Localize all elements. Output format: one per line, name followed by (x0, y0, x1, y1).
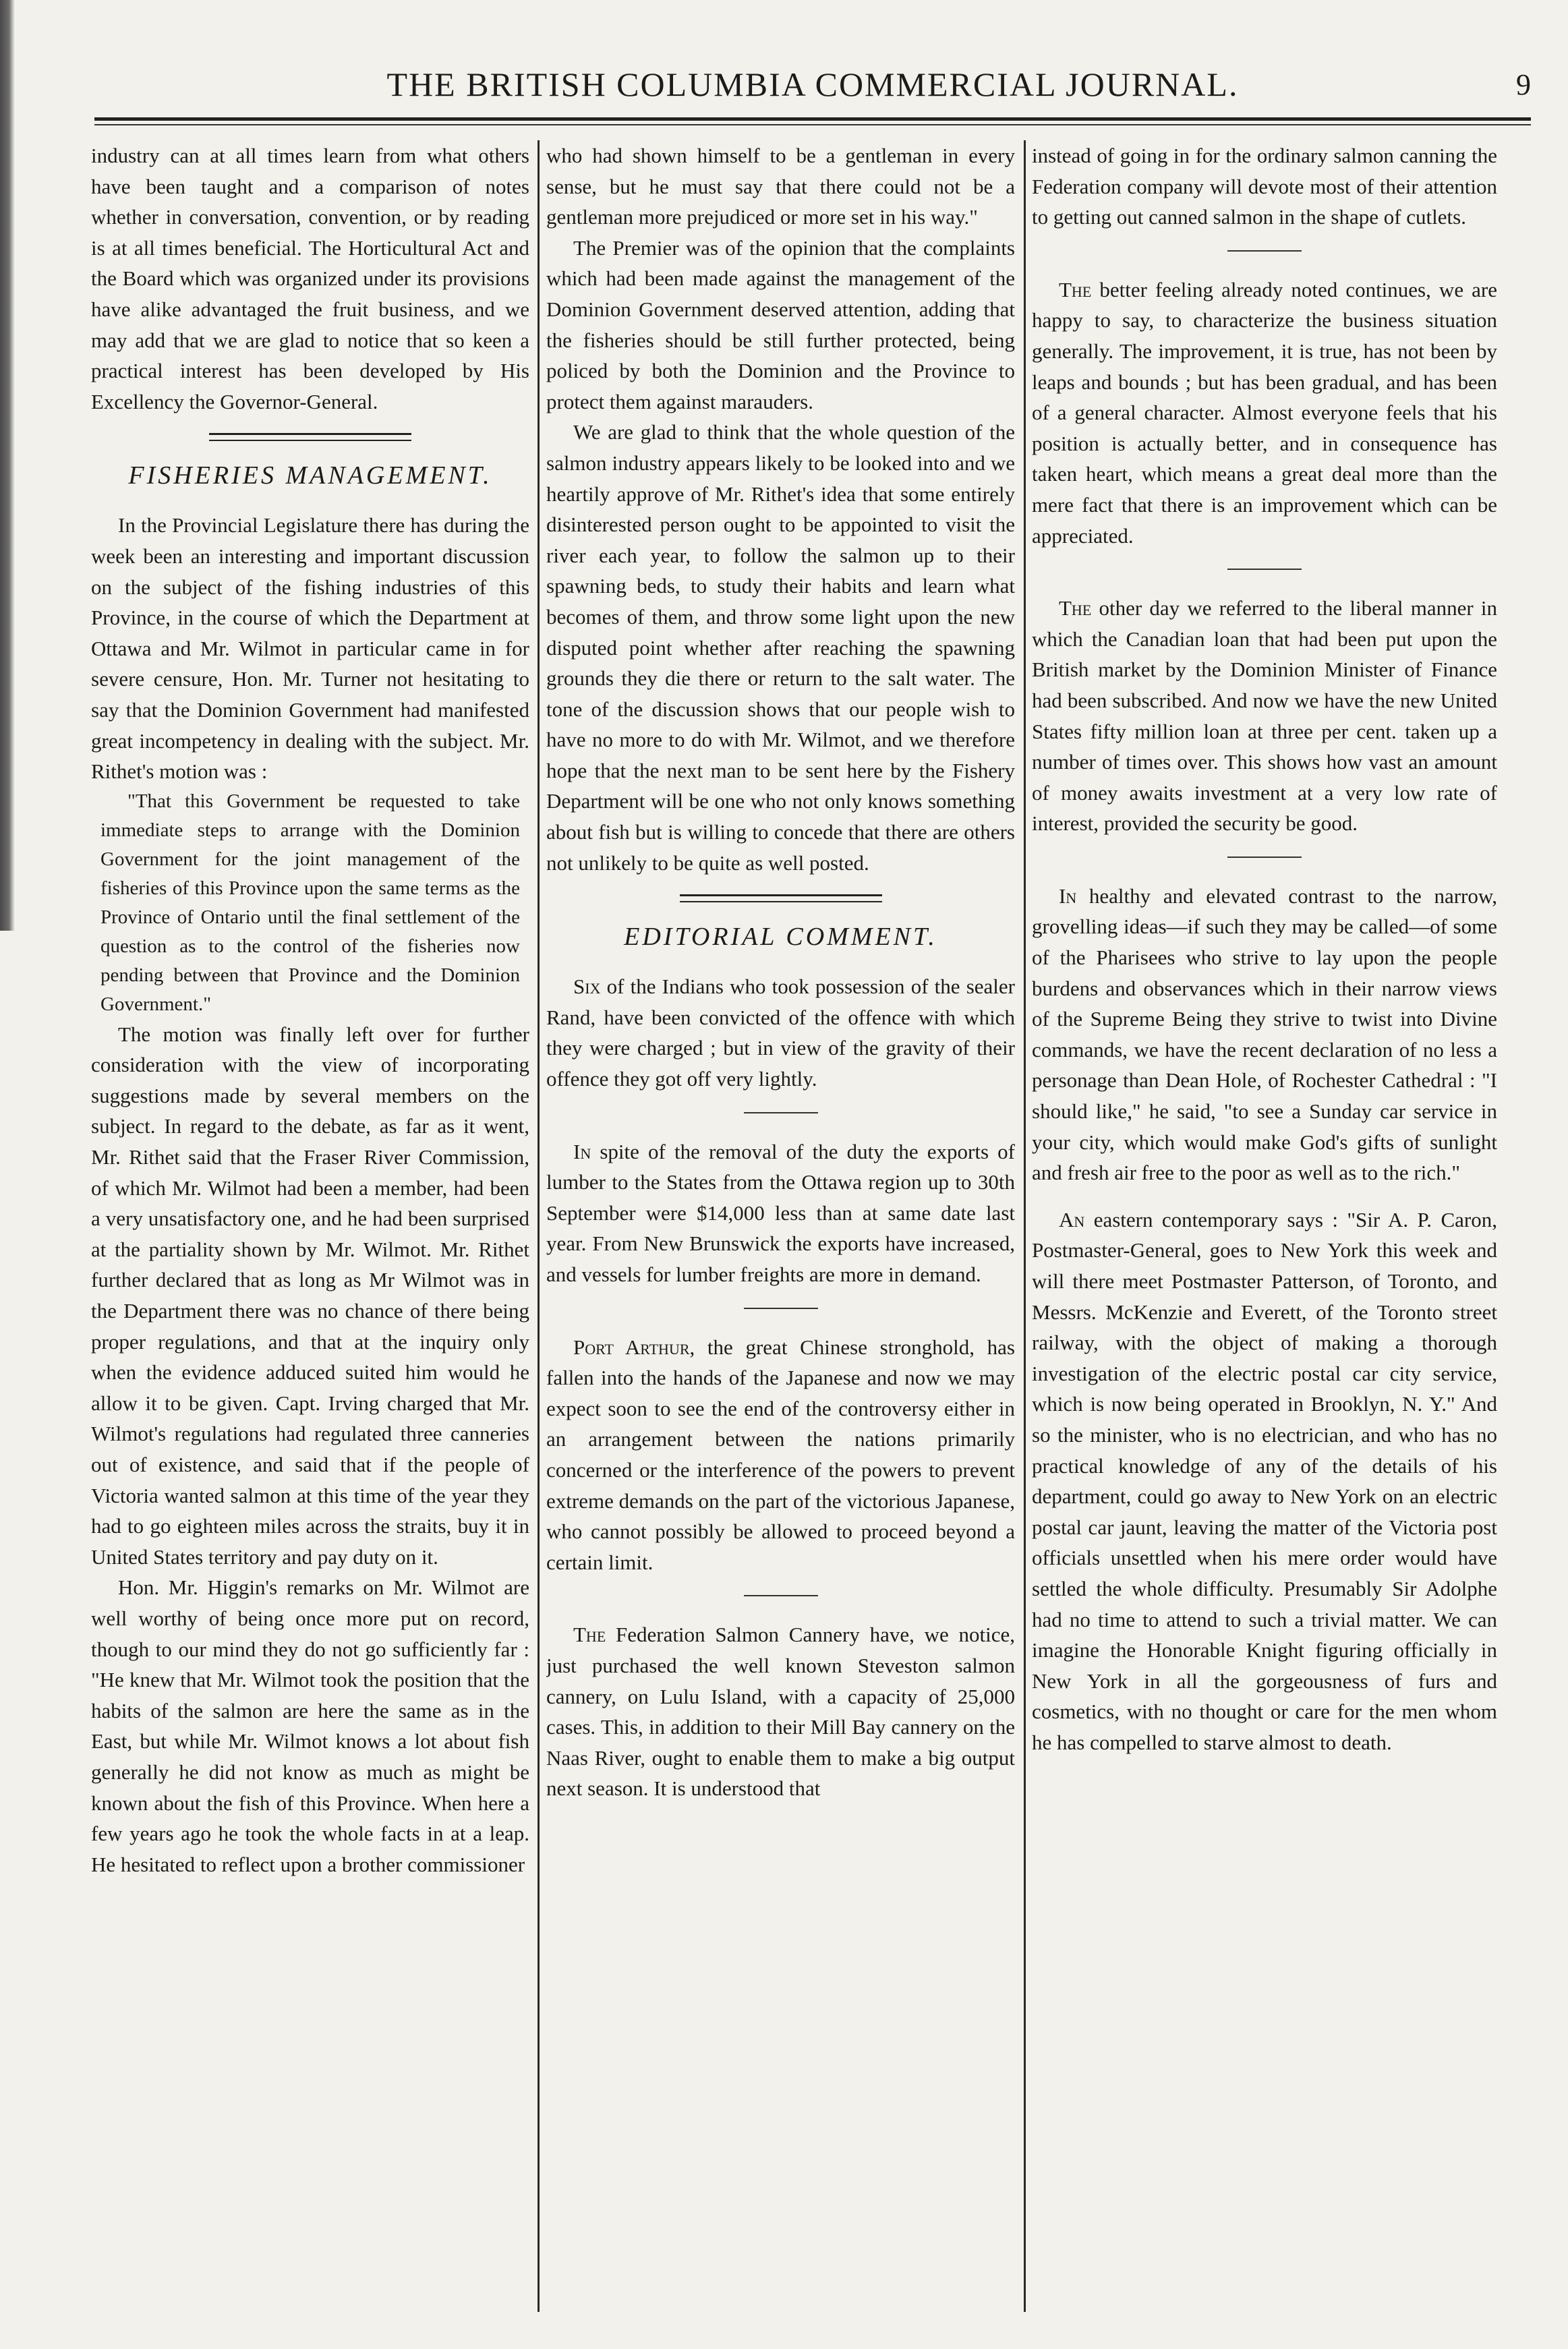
item-text: other day we referred to the liberal manner in which the Canadian loan that had been put upon the British market by the Dominion Minister of Finance had been subscribed. And now we have the new United States fifty million loan at three per cent. taken up a number of times over. This shows how vast an amount of money awaits investment at a very low rate of interest, provided the security be good. (1032, 596, 1497, 836)
lead-word: Port Arthur, (573, 1335, 695, 1359)
lead-word: The (573, 1623, 606, 1647)
item-text: spite of the removal of the duty the exports of lumber to the States from the Ottawa region up to 30th September were $14,000 less than at same date last year. From New Brunswick the exports have increased, and vessels for lumber freights are more in demand. (546, 1139, 1015, 1286)
item-gap (1032, 1188, 1497, 1205)
item-separator (1227, 569, 1302, 570)
lead-word: An (1059, 1207, 1085, 1231)
item-text: the great Chinese stronghold, has fallen into the hands of the Japanese and now we may expect soon to see the end of the controversy either in an arrangement between the nations primarily concerned or the interference of the powers to prevent extreme demands on the part of the victorious Japanese, who cannot possibly be allowed to proceed beyond a certain limit. (546, 1335, 1015, 1574)
page-number: 9 (1516, 68, 1531, 101)
binding-edge-mark (0, 0, 15, 931)
article-paragraph: The motion was finally left over for further consideration with the view of incorporating suggestions made by several members on the subject. In regard to the debate, as far as it went, Mr. Rithet said that the Fraser River Commission, of which Mr. Wilmot had been a member, had been a very unsatisfactory one, and he had been surprised at the partiality shown by Mr. Wilmot. Mr. Rithet further declared that as long as Mr Wilmot was in the Department there was no chance of there being proper regulations, and that at the inquiry only when the evidence adduced suited him would he allow it to be given. Capt. Irving charged that Mr. Wilmot's regulations had regulated three canneries out of existence, and said that if the people of Victoria wanted salmon at this time of the year they had to go eighteen miles across the straits, buy it in United States territory and pay duty on it. (91, 1022, 529, 1569)
item-separator (744, 1112, 818, 1113)
article-paragraph: In the Provincial Legislature there has during the week been an interesting and important discussion on the subject of the fishing industries of this Province, in the course of which the Department at Ottawa and Mr. Wilmot in particular came in for severe censure, Hon. Mr. Turner not hesitating to say that the Dominion Government had manifested great incompetency in dealing with the subject. Mr. Rithet's motion was : (91, 513, 529, 784)
editorial-item (546, 971, 1015, 1094)
editorial-item (1032, 881, 1497, 1188)
item-separator (744, 1308, 818, 1309)
item-separator (744, 1595, 818, 1596)
column-2 (546, 140, 1015, 2312)
section-divider (209, 433, 411, 441)
item-text: eastern contemporary says : "Sir A. P. Caron, Postmaster-General, goes to New York this week and will there meet Postmaster Patterson, of Toronto, and Messrs. McKenzie and Everett, of the Toronto street railway, with the object of making a thorough investigation of the electric postal car city service, which is now being operated in Brooklyn, N. Y." And so the minister, who is no electrician, and who has no practical knowledge of any of the details of his department, could go away to New York on an electric postal car jaunt, leaving the matter of the Victoria post officials unsettled when his mere order would have settled the whole difficulty. Presumably Sir Adolphe had no time to attend to such a trivial matter. We can imagine the Honorable Knight figuring officially in New York in all the gorgeousness of furs and cosmetics, with no thought or care for the men whom he has compelled to starve almost to death. (1032, 1207, 1497, 1754)
section-heading-fisheries: FISHERIES MANAGEMENT. (128, 461, 492, 490)
editorial-item (1032, 274, 1497, 551)
lead-word: In (573, 1139, 591, 1163)
column-1 (91, 140, 529, 2312)
item-separator (1227, 857, 1302, 858)
column-divider (538, 140, 540, 2312)
masthead-title: THE BRITISH COLUMBIA COMMERCIAL JOURNAL. (386, 65, 1239, 103)
editorial-item (546, 1332, 1015, 1578)
article-paragraph: industry can at all times learn from what others have been taught and a comparison of notes whether in conversation, convention, or by reading is at all times beneficial. The Horticultural Act and the Board which was organized under its provisions have alike advantaged the fruit business, and we may add that we are glad to notice that so keen a practical interest has been developed by His Excellency the Governor-General. (91, 144, 529, 413)
article-paragraph: We are glad to think that the whole question of the salmon industry appears likely to be looked into and we heartily approve of Mr. Rithet's idea that some entirely disinterested person ought to be appointed to visit the river each year, to follow the salmon up to their spawning beds, to study their habits and learn what becomes of them, and throw some light upon the new disputed point whether after reaching the spawning grounds they die there or return to the salt water. The tone of the discussion shows that our people wish to have no more to do with Mr. Wilmot, and we therefore hope that the next man to be sent here by the Fishery Department will be one who not only knows something about fish but is willing to concede that there are others not unlikely to be quite as well posted. (546, 420, 1015, 875)
article-paragraph: The Premier was of the opinion that the complaints which had been made against the management of the Dominion Government deserved attention, adding that the fisheries should be still further protected, being policed by both the Dominion and the Province to protect them against marauders. (546, 235, 1015, 413)
item-text: better feeling already noted continues, we are happy to say, to characterize the business situation generally. The improvement, it is true, has not been by leaps and bounds ; but has been gradual, and has been of a general character. Almost everyone feels that his position is actually better, and in consequence has taken heart, which means a great deal more than the mere fact that there is an improvement which can be appreciated. (1032, 277, 1497, 548)
column-divider (1024, 140, 1026, 2312)
article-paragraph: who had shown himself to be a gentleman in every sense, but he must say that there could not be a gentleman more prejudiced or more set in his way." (546, 144, 1015, 229)
column-3 (1032, 140, 1497, 2312)
editorial-item (546, 1619, 1015, 1804)
item-text: healthy and elevated contrast to the narrow, grovelling ideas—if such they may be called—of some of the Pharisees who strive to lay upon the people burdens and observances which in their narrow views of the Supreme Being they strive to twist into Divine commands, we have the recent declaration of no less a personage than Dean Hole, of Rochester Cathedral : "I should like," he said, "to see a Sunday car service in your city, which would make God's gifts of sunlight and fresh air free to the poor as well as to the rich." (1032, 883, 1497, 1185)
editorial-item (1032, 593, 1497, 839)
header-rule-thick (94, 117, 1531, 121)
editorial-item (546, 1136, 1015, 1290)
item-separator (1227, 250, 1302, 252)
section-divider (680, 894, 882, 902)
lead-word: Six (573, 975, 601, 999)
quoted-motion: "That this Government be requested to take immediate steps to arrange with the Dominion Government for the joint management of the fisheries of this Province upon the same terms as the Province of Ontario until the final settlement of the question as to the control of the fisheries now pending between that Province and the Dominion Government." (100, 790, 520, 1015)
editorial-item (1032, 1205, 1497, 1758)
page-header (94, 65, 1531, 112)
article-paragraph: instead of going in for the ordinary salmon canning the Federation company will devote most of their attention to getting out canned salmon in the shape of cutlets. (1032, 144, 1497, 229)
lead-word: The (1059, 596, 1092, 620)
article-paragraph: Hon. Mr. Higgin's remarks on Mr. Wilmot are well worthy of being once more put on record, though to our mind they do not go sufficiently far : "He knew that Mr. Wilmot took the position that the habits of the salmon are here the same as in the East, but while Mr. Wilmot knows a lot about fish generally he did not know as much as might be known about the fish of this Province. When here a few years ago he took the whole facts in at a leap. He hesitated to reflect upon a brother commissioner (91, 1575, 529, 1876)
section-heading-editorial: EDITORIAL COMMENT. (624, 923, 937, 952)
header-rule-thin (94, 124, 1531, 125)
lead-word: In (1059, 883, 1077, 908)
item-text: Federation Salmon Cannery have, we notice, just purchased the well known Steveston salmon cannery, on Lulu Island, with a capacity of 25,000 cases. This, in addition to their Mill Bay cannery on the Naas River, ought to enable them to make a big output next season. It is understood that (546, 1623, 1015, 1801)
item-text: of the Indians who took possession of the sealer Rand, have been convicted of the offence with which they were charged ; but in view of the gravity of their offence they got off very lightly. (546, 975, 1015, 1091)
lead-word: The (1059, 277, 1092, 301)
